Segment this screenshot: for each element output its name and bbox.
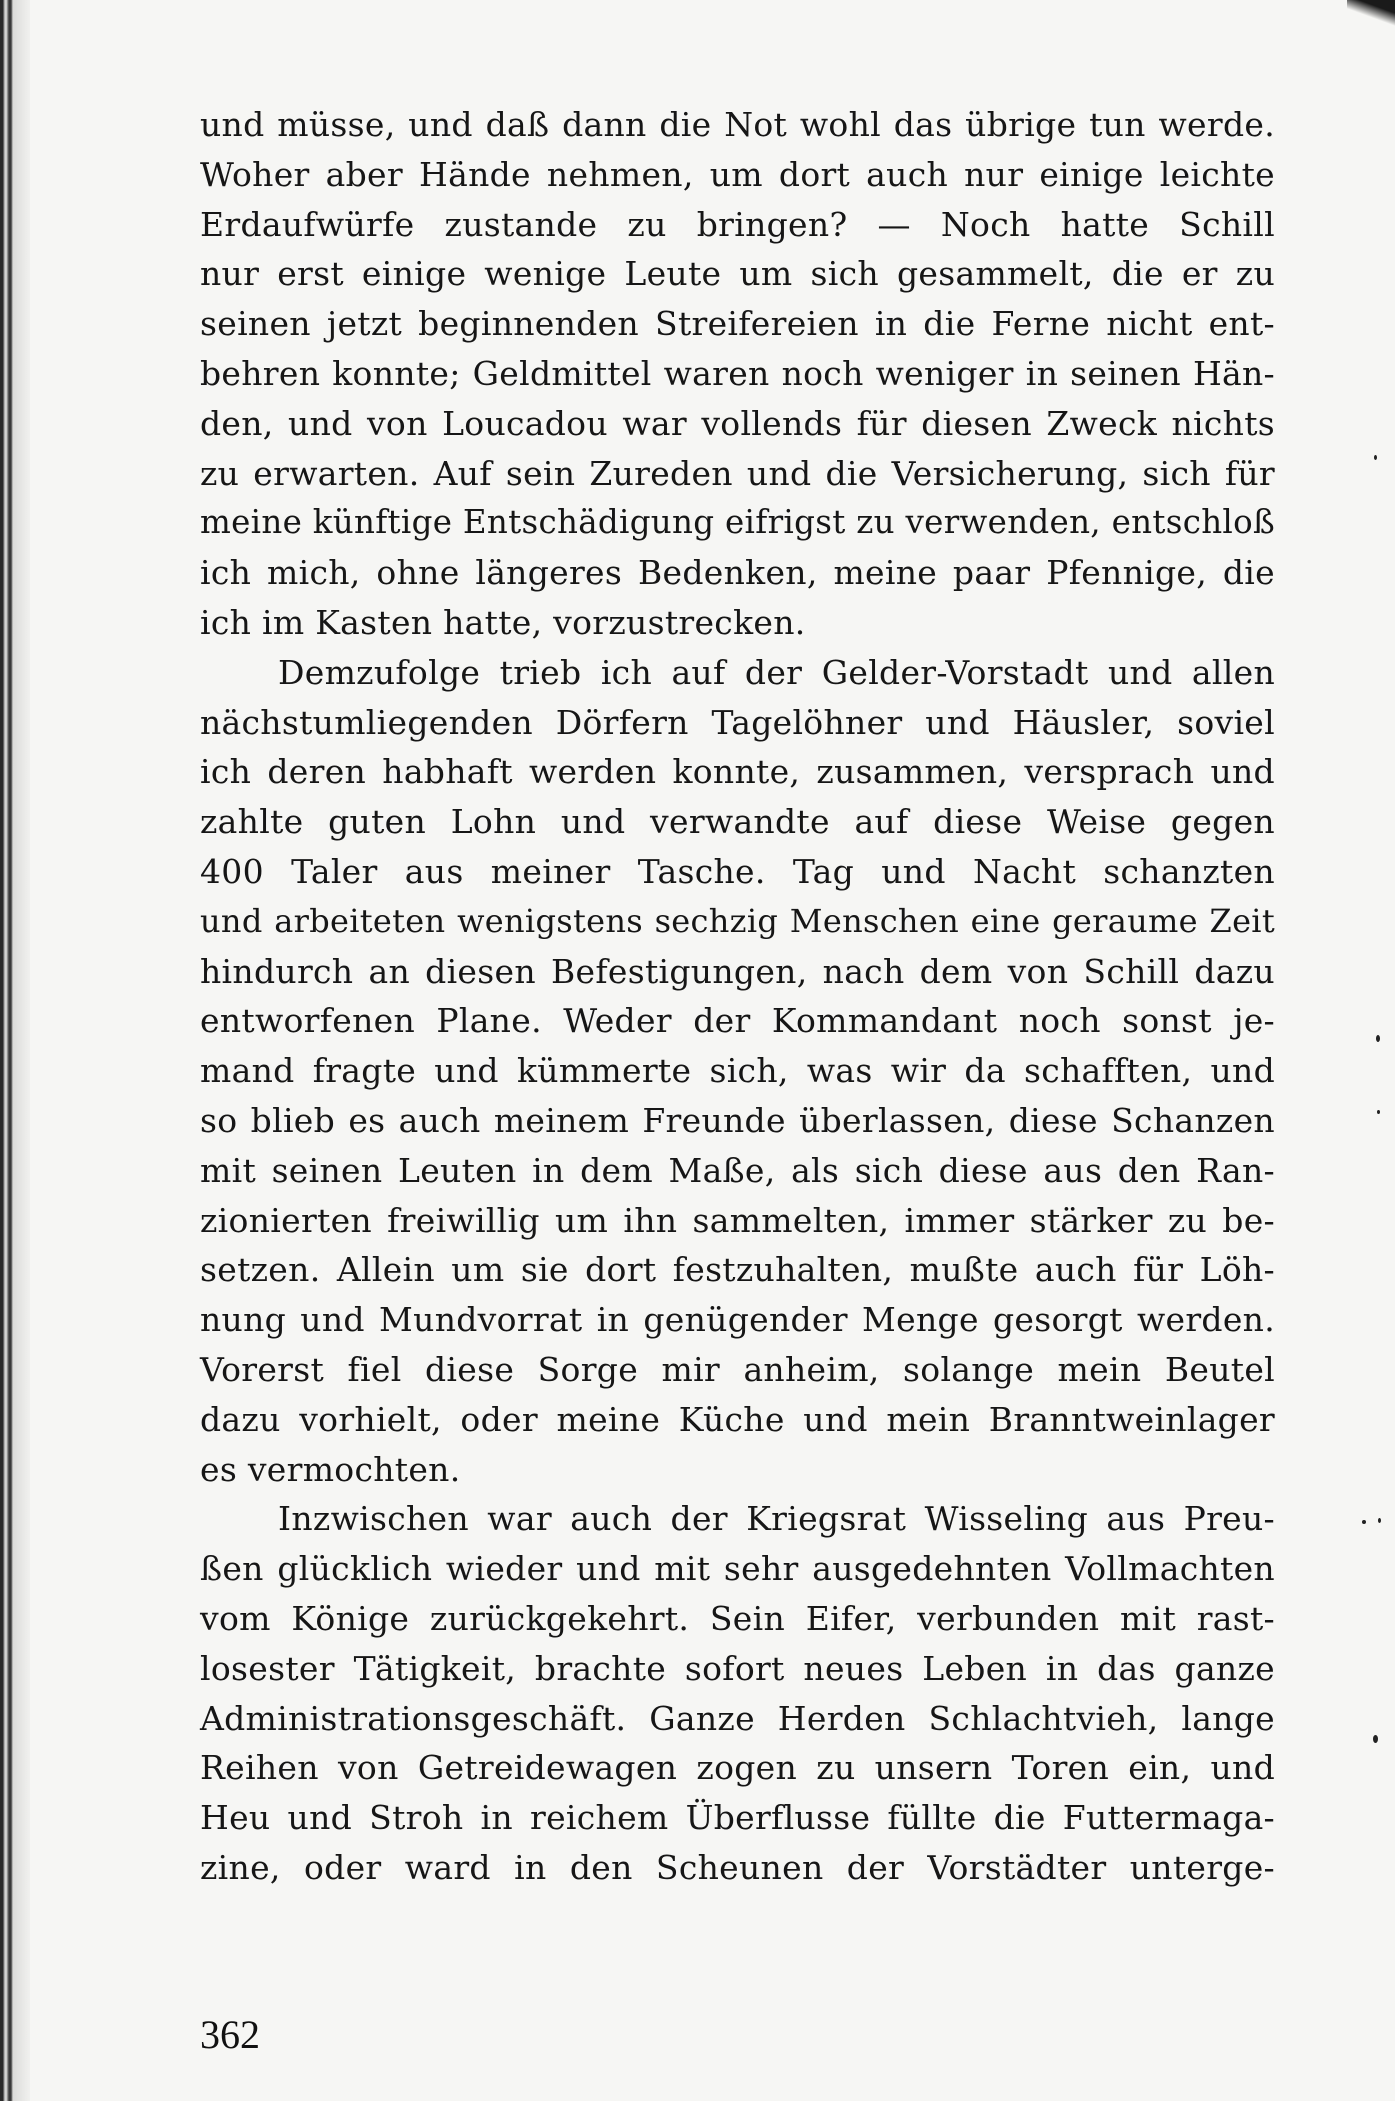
text-line: dazu vorhielt, oder meine Küche und mein Branntweinlager: [200, 1399, 1275, 1439]
text-line: zionierten freiwillig um ihn sammelten, immer stärker zu be-: [200, 1200, 1275, 1240]
text-line: behren konnte; Geldmittel waren noch weniger in seinen Hän-: [200, 353, 1275, 393]
text-line: und arbeiteten wenigstens sechzig Menschen eine geraume Zeit: [200, 901, 1275, 940]
page-number: 362: [200, 2012, 260, 2057]
text-line: Woher aber Hände nehmen, um dort auch nur einige leichte: [200, 154, 1275, 194]
page-body-text: [200, 100, 1275, 1893]
text-line: 400 Taler aus meiner Tasche. Tag und Nacht schanzten: [200, 851, 1275, 891]
text-line: Inzwischen war auch der Kriegsrat Wisseling aus Preu-: [278, 1499, 1275, 1539]
text-line: nung und Mundvorrat in genügender Menge gesorgt werden.: [200, 1300, 1275, 1340]
text-line: meine künftige Entschädigung eifrigst zu verwenden, entschloß: [200, 503, 1275, 542]
scan-speck: [1377, 1110, 1380, 1114]
text-line: hindurch an diesen Befestigungen, nach dem von Schill dazu: [200, 951, 1275, 991]
text-line: ich im Kasten hatte, vorzustrecken.: [200, 602, 806, 642]
page-binding-edge: [0, 0, 30, 2101]
text-line: losester Tätigkeit, brachte sofort neues Leben in das ganze: [200, 1648, 1275, 1688]
text-line: und müsse, und daß dann die Not wohl das übrige tun werde.: [200, 105, 1275, 144]
text-line: entworfenen Plane. Weder der Kommandant noch sonst je-: [200, 1001, 1275, 1041]
text-line: ich deren habhaft werden konnte, zusammen, versprach und: [200, 752, 1275, 792]
text-line: mand fragte und kümmerte sich, was wir da schafften, und: [200, 1051, 1275, 1091]
text-line: ßen glücklich wieder und mit sehr ausgedehnten Vollmachten: [200, 1549, 1275, 1589]
scan-speck: [1376, 1035, 1380, 1042]
text-line: vom Könige zurückgekehrt. Sein Eifer, verbunden mit rast-: [200, 1598, 1275, 1638]
text-line: Demzufolge trieb ich auf der Gelder-Vorstadt und allen: [278, 652, 1275, 692]
text-line: Reihen von Getreidewagen zogen zu unsern Toren ein, und: [200, 1748, 1275, 1788]
text-line: zahlte guten Lohn und verwandte auf diese Weise gegen: [200, 802, 1275, 842]
scan-speck: [1373, 1735, 1378, 1743]
text-line: Heu und Stroh in reichem Überflusse füllte die Futtermaga-: [200, 1798, 1275, 1838]
text-line: Administrationsgeschäft. Ganze Herden Schlachtvieh, lange: [200, 1698, 1275, 1738]
scan-speck: [1374, 455, 1377, 460]
text-line: nächstumliegenden Dörfern Tagelöhner und Häusler, soviel: [200, 702, 1275, 742]
text-line: nur erst einige wenige Leute um sich gesammelt, die er zu: [200, 254, 1275, 294]
scan-corner-mark: [1347, 0, 1395, 26]
text-line: zu erwarten. Auf sein Zureden und die Versicherung, sich für: [200, 453, 1275, 493]
scan-speck: [1362, 1520, 1366, 1524]
text-line: zine, oder ward in den Scheunen der Vorstädter unterge-: [200, 1847, 1275, 1887]
text-line: Vorerst fiel diese Sorge mir anheim, solange mein Beutel: [200, 1349, 1275, 1389]
text-line: es vermochten.: [200, 1449, 461, 1489]
text-line: mit seinen Leuten in dem Maße, als sich diese aus den Ran-: [200, 1150, 1275, 1190]
text-line: so blieb es auch meinem Freunde überlassen, diese Schanzen: [200, 1100, 1275, 1140]
scan-speck: [1378, 1518, 1381, 1523]
text-line: seinen jetzt beginnenden Streifereien in die Ferne nicht ent-: [200, 304, 1275, 344]
text-line: ich mich, ohne längeres Bedenken, meine paar Pfennige, die: [200, 553, 1275, 593]
text-line: setzen. Allein um sie dort festzuhalten, mußte auch für Löh-: [200, 1250, 1275, 1290]
text-line: Erdaufwürfe zustande zu bringen? — Noch hatte Schill: [200, 204, 1275, 244]
text-line: den, und von Loucadou war vollends für diesen Zweck nichts: [200, 403, 1275, 443]
